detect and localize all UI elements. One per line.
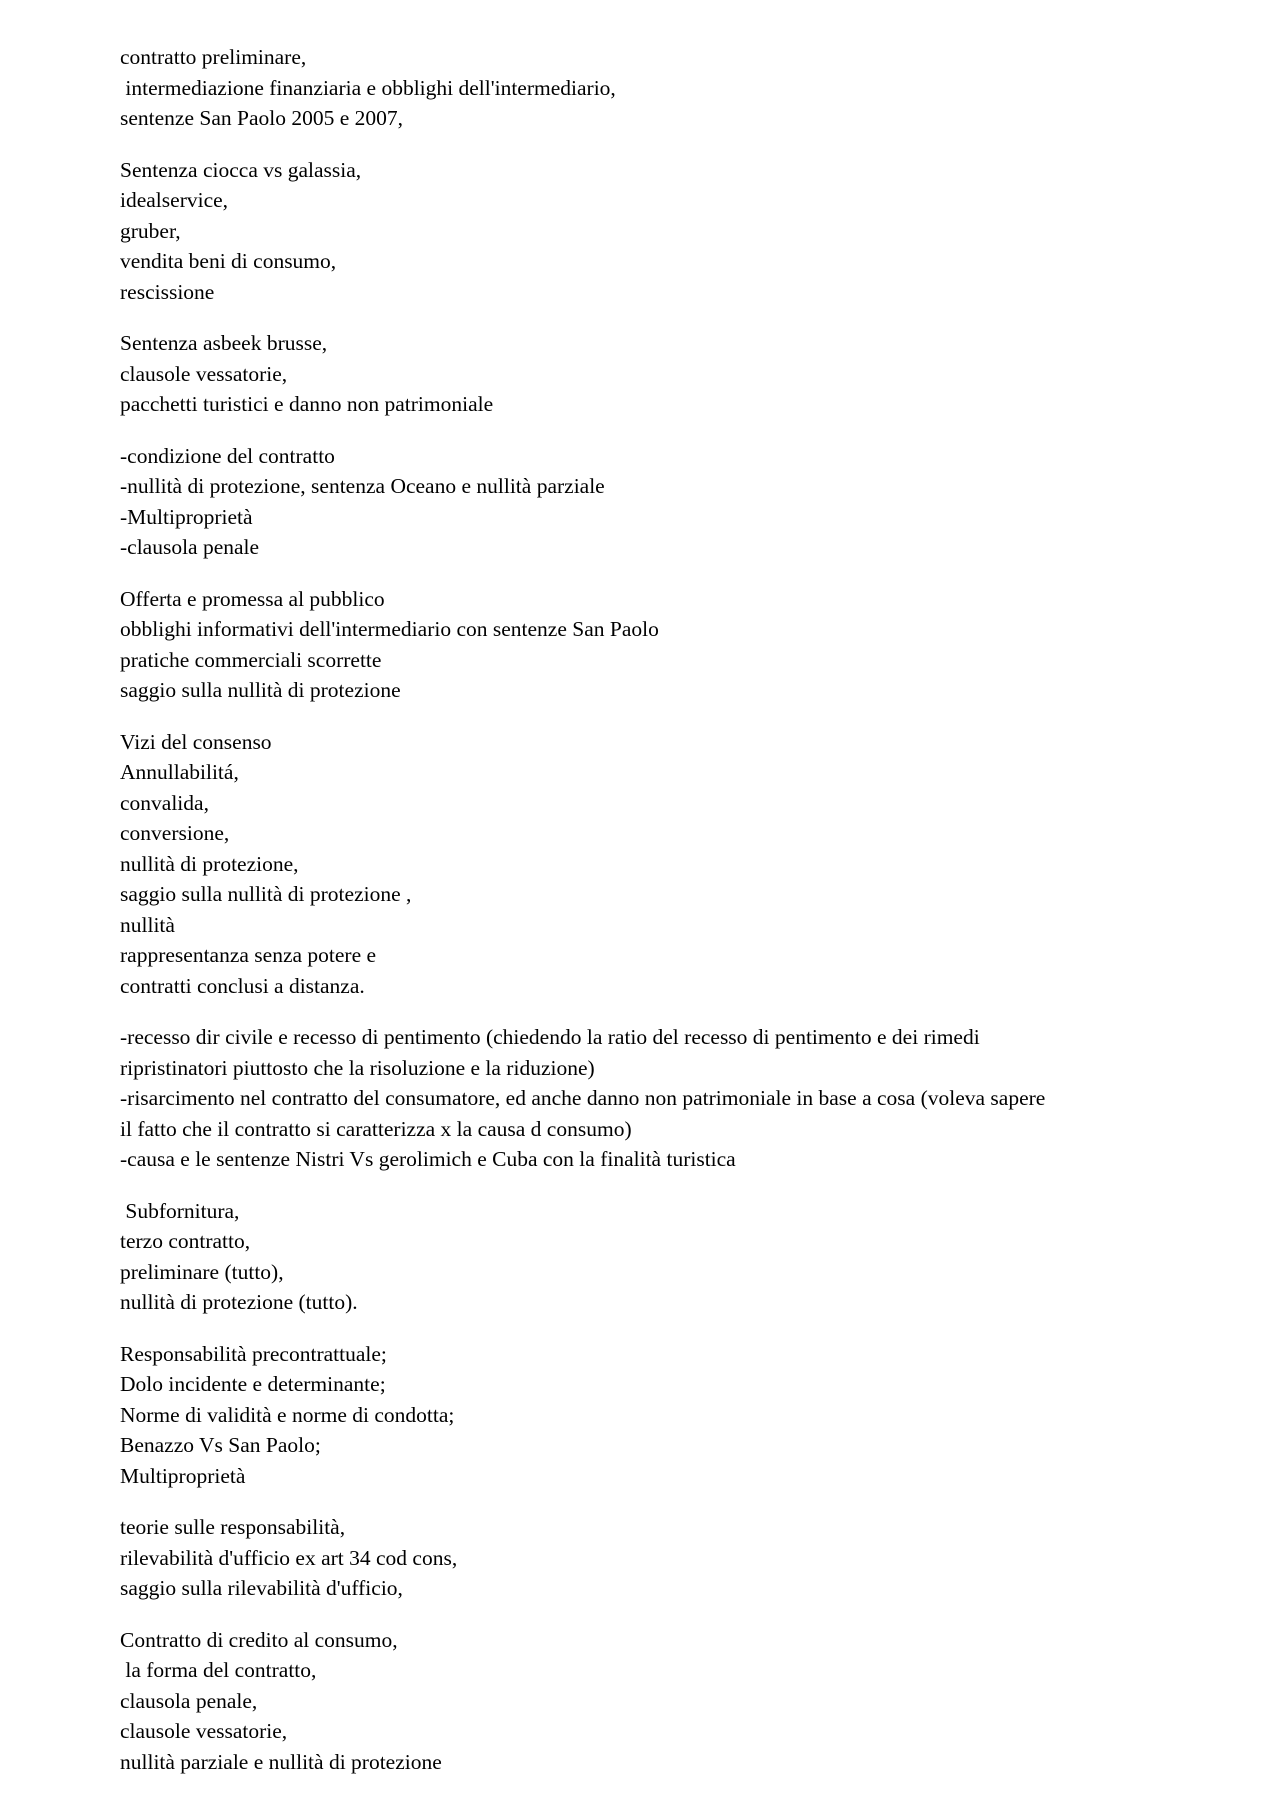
- paragraph-7: [120, 1022, 1200, 1175]
- paragraph-6: [120, 727, 1200, 1002]
- text-line: -condizione del contratto: [120, 443, 335, 468]
- text-line: il fatto che il contratto si caratterizza x la causa d consumo): [120, 1116, 632, 1141]
- text-line: clausole vessatorie,: [120, 1719, 288, 1743]
- text-line: pratiche commerciali scorrette: [120, 647, 382, 672]
- text-line: idealservice,: [120, 188, 229, 212]
- text-line: saggio sulla nullità di protezione: [120, 678, 401, 702]
- paragraph-4: [120, 441, 1200, 563]
- text-line: nullità di protezione (tutto).: [120, 1290, 358, 1314]
- text-line: -causa e le sentenze Nistri Vs gerolimich e Cuba con la finalità turistica: [120, 1147, 736, 1171]
- text-line: conversione,: [120, 821, 230, 845]
- paragraph-8: [120, 1196, 1200, 1318]
- paragraph-9: [120, 1339, 1200, 1492]
- text-line: Sentenza asbeek brusse,: [120, 331, 328, 355]
- paragraph-10: [120, 1512, 1200, 1604]
- text-line: Multiproprietà: [120, 1463, 246, 1488]
- text-line: Dolo incidente e determinante;: [120, 1372, 386, 1396]
- text-line: saggio sulla nullità di protezione ,: [120, 882, 412, 906]
- text-line: nullità parziale e nullità di protezione: [120, 1749, 442, 1774]
- text-line: nullità di protezione,: [120, 851, 299, 876]
- text-line: la forma del contratto,: [120, 1658, 317, 1682]
- paragraph-1: [120, 42, 1200, 134]
- text-line: gruber,: [120, 218, 181, 243]
- text-line: nullità: [120, 912, 175, 937]
- text-line: Contratto di credito al consumo,: [120, 1627, 398, 1652]
- text-line: -clausola penale: [120, 535, 260, 559]
- text-line: teorie sulle responsabilità,: [120, 1515, 346, 1539]
- paragraph-2: [120, 155, 1200, 308]
- text-line: clausole vessatorie,: [120, 361, 288, 386]
- text-line: Offerta e promessa al pubblico: [120, 586, 385, 611]
- text-line: -nullità di protezione, sentenza Oceano e nullità parziale: [120, 474, 605, 498]
- text-line: preliminare (tutto),: [120, 1259, 284, 1284]
- text-line: Subfornitura,: [120, 1198, 240, 1223]
- text-line: clausola penale,: [120, 1688, 258, 1713]
- paragraph-5: [120, 584, 1200, 706]
- text-line: vendita beni di consumo,: [120, 249, 337, 273]
- text-line: contratti conclusi a distanza.: [120, 973, 365, 998]
- text-line: Norme di validità e norme di condotta;: [120, 1402, 455, 1427]
- text-line: pacchetti turistici e danno non patrimoniale: [120, 392, 494, 416]
- text-line: contratto preliminare,: [120, 45, 307, 69]
- text-line: saggio sulla rilevabilità d'ufficio,: [120, 1576, 403, 1600]
- document-page: [120, 42, 1200, 1798]
- paragraph-11: [120, 1625, 1200, 1778]
- text-line: obblighi informativi dell'intermediario con sentenze San Paolo: [120, 617, 659, 641]
- text-line: rappresentanza senza potere e: [120, 943, 377, 967]
- text-line: ripristinatori piuttosto che la risoluzione e la riduzione): [120, 1055, 595, 1080]
- text-line: -Multiproprietà: [120, 504, 253, 529]
- text-line: Vizi del consenso: [120, 729, 272, 754]
- paragraph-3: [120, 328, 1200, 420]
- text-line: rescissione: [120, 279, 215, 304]
- text-line: Annullabilitá,: [120, 760, 239, 784]
- text-line: -risarcimento nel contratto del consumatore, ed anche danno non patrimoniale in base a cosa (voleva sapere: [120, 1086, 1046, 1110]
- text-line: terzo contratto,: [120, 1229, 251, 1253]
- text-line: Responsabilità precontrattuale;: [120, 1341, 387, 1366]
- text-line: intermediazione finanziaria e obblighi dell'intermediario,: [120, 75, 616, 100]
- text-line: -recesso dir civile e recesso di pentimento (chiedendo la ratio del recesso di pentimento e dei rimedi: [120, 1025, 980, 1049]
- text-line: convalida,: [120, 790, 209, 815]
- text-line: rilevabilità d'ufficio ex art 34 cod cons,: [120, 1545, 458, 1570]
- text-line: sentenze San Paolo 2005 e 2007,: [120, 106, 404, 130]
- text-line: Benazzo Vs San Paolo;: [120, 1433, 321, 1457]
- text-line: Sentenza ciocca vs galassia,: [120, 157, 362, 182]
